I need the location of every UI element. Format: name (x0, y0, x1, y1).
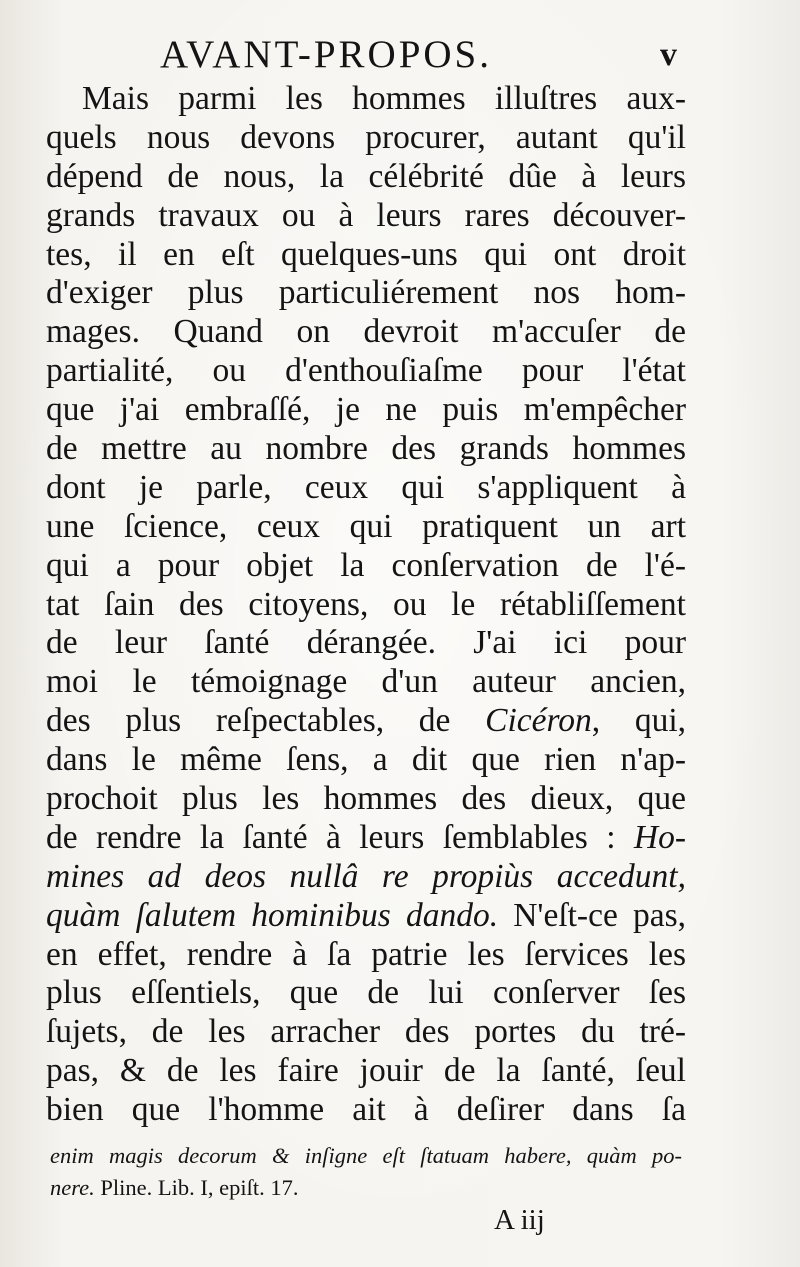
text-line-26: pas, & de les faire jouir de la ſanté, ſeul (46, 1052, 686, 1090)
body-text (46, 80, 686, 1130)
footnote-line-1: enim magis decorum & inſigne eſt ſtatuam habere, quàm po- (50, 1143, 682, 1168)
footnote-line-2 (50, 1172, 682, 1204)
text-line-22-end: N'eſt-ce pas, (498, 896, 686, 934)
footnote-citation: Pline. Lib. I, epiſt. 17. (94, 1175, 299, 1200)
text-line-27: bien que l'homme ait à deſirer dans ſa (46, 1091, 686, 1129)
text-line-5: tes, il en eſt quelques-uns qui ont droit (46, 235, 686, 273)
text-line-2: quels nous devons procurer, autant qu'il (46, 118, 686, 156)
text-line-1: Mais parmi les hommes illuſtres aux- (82, 80, 686, 117)
text-line-6: d'exiger plus particuliérement nos hom- (46, 274, 686, 312)
text-line-10: de mettre au nombre des grands hommes (46, 430, 686, 468)
text-line-15: de leur ſanté dérangée. J'ai ici pour (46, 624, 686, 662)
text-line-20-start: de rendre la ſanté à leurs ſemblables : (46, 818, 616, 856)
footnote (50, 1140, 682, 1204)
text-line-24: plus eſſentiels, que de lui conſerver ſes (46, 974, 686, 1012)
text-line-19: prochoit plus les hommes des dieux, que (46, 780, 686, 818)
running-head (0, 30, 800, 80)
footnote-line-2-italic: nere. (50, 1175, 95, 1200)
text-line-23: en effet, rendre à ſa patrie les ſervices les (46, 935, 686, 973)
page-number: v (660, 36, 677, 73)
text-line-16: moi le témoignage d'un auteur ancien, (46, 663, 686, 701)
text-line-18: dans le même ſens, a dit que rien n'ap- (46, 741, 686, 779)
text-line-3: dépend de nous, la célébrité dûe à leurs (46, 157, 686, 195)
text-line-14: tat ſain des citoyens, ou le rétabliſſement (46, 585, 686, 623)
text-line-17 (46, 702, 686, 741)
text-line-13: qui a pour objet la conſervation de l'é- (46, 546, 686, 584)
text-line-25: ſujets, de les arracher des portes du tré- (46, 1013, 686, 1051)
signature-mark: A iij (494, 1204, 545, 1236)
text-line-9: que j'ai embraſſé, je ne puis m'empêcher (46, 391, 686, 429)
text-line-11: dont je parle, ceux qui s'appliquent à (46, 468, 686, 506)
text-line-20 (46, 819, 686, 858)
text-line-20-italic: Ho- (633, 818, 687, 856)
text-line-17-end: , qui, (591, 702, 687, 740)
text-line-4: grands travaux ou à leurs rares découver- (46, 196, 686, 234)
text-line-8: partialité, ou d'enthouſiaſme pour l'état (46, 352, 686, 390)
text-line-21: mines ad deos nullâ re propiùs accedunt, (46, 857, 686, 895)
text-line-22 (46, 897, 686, 936)
running-title: AVANT-PROPOS. (160, 33, 492, 76)
text-line-7: mages. Quand on devroit m'accuſer de (46, 313, 686, 351)
cicero-name: Cicéron (485, 702, 592, 740)
text-line-17-start: des plus reſpectables, de (46, 702, 451, 740)
text-line-12: une ſcience, ceux qui pratiquent un art (46, 507, 686, 545)
text-line-22-italic: quàm ſalutem hominibus dando. (46, 896, 499, 934)
